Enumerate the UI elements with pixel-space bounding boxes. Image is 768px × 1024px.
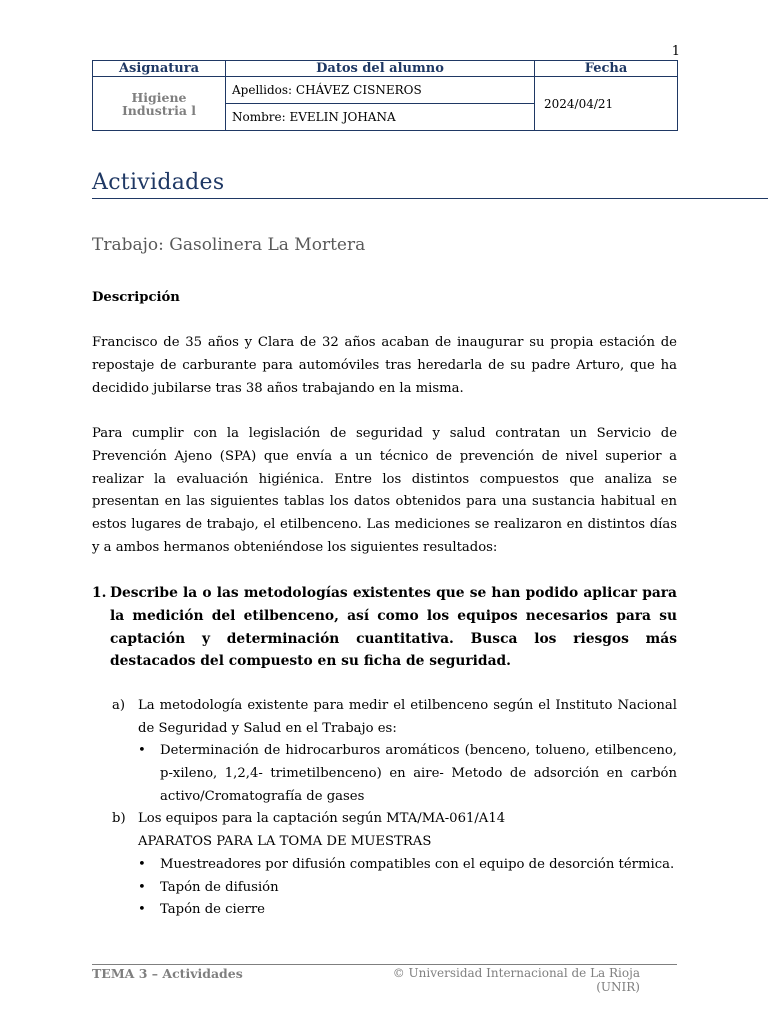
answer-a-bullets (138, 740, 677, 808)
bullet-icon: • (138, 743, 146, 759)
page-number: 1 (671, 44, 680, 59)
question-item (92, 582, 677, 673)
description-heading: Descripción (92, 290, 180, 305)
question-text: Describe la o las metodologías existentes que se han podido aplicar para la medición del etilbenceno, así como los equipos necesarios para su captación y determinación cuantitativa. Busca los riesgos más destacados del compuesto en su ficha de seguridad. (110, 585, 677, 670)
bullet-text: Tapón de cierre (160, 902, 265, 918)
student-name: Nombre: EVELIN JOHANA (226, 104, 535, 131)
paragraph-context: Para cumplir con la legislación de seguridad y salud contratan un Servicio de Prevención Ajeno (SPA) que envía a un técnico de prevención de nivel superior a realizar la evaluación higiénica. Entre los distintos compuestos que analiza se presentan en las siguientes tablas los datos obtenidos para una sustancia habitual en estos lugares de trabajo, el etilbenceno. Las mediciones se realizaron en distintos días y a ambos hermanos obteniéndose los siguientes resultados: (92, 426, 677, 555)
answer-b-letter: b) (112, 811, 126, 827)
date-value: 2024/04/21 (535, 77, 678, 131)
answer-b-bullets (138, 854, 677, 922)
answer-a-letter: a) (112, 697, 126, 713)
answers-list (112, 695, 677, 922)
header-col-subject: Asignatura (93, 61, 226, 77)
bullet-icon: • (138, 856, 146, 872)
header-col-date: Fecha (535, 61, 678, 77)
list-item (138, 854, 677, 877)
list-item (138, 877, 677, 900)
header-col-student: Datos del alumno (226, 61, 535, 77)
answer-b-text: Los equipos para la captación según MTA/MA-061/A14 (138, 811, 506, 827)
list-item (138, 740, 677, 808)
bullet-icon: • (138, 902, 146, 918)
student-surnames: Apellidos: CHÁVEZ CISNEROS (226, 77, 535, 104)
list-item (138, 899, 677, 922)
footer-divider (92, 964, 677, 965)
document-body (92, 287, 677, 922)
answer-b (112, 808, 677, 922)
question-number: 1. (92, 585, 107, 602)
bullet-text: Determinación de hidrocarburos aromáticos (benceno, tolueno, etilbenceno, p-xileno, 1,2,4- trimetilbenceno) en aire- Metodo de adsorción en carbón activo/Cromatografía de gases (160, 743, 677, 804)
title-underline (92, 198, 768, 199)
answer-a-text: La metodología existente para medir el etilbenceno según el Instituto Nacional de Seguridad y Salud en el Trabajo es: (138, 697, 677, 736)
bullet-text: Muestreadores por difusión compatibles con el equipo de desorción térmica. (160, 856, 675, 872)
footer-topic: TEMA 3 – Actividades (92, 966, 243, 981)
answer-a (112, 695, 677, 809)
subject-value: Higiene Industria l (93, 77, 226, 131)
page-title: Actividades (92, 170, 225, 195)
page-subtitle: Trabajo: Gasolinera La Mortera (92, 235, 366, 255)
paragraph-intro: Francisco de 35 años y Clara de 32 años acaban de inaugurar su propia estación de repostaje de carburante para automóviles tras heredarla de su padre Arturo, que ha decidido jubilarse tras 38 años trabajando en la misma. (92, 335, 677, 396)
bullet-text: Tapón de difusión (160, 879, 279, 895)
footer-copyright: © Universidad Internacional de La Rioja (UNIR) (392, 966, 640, 994)
answer-b-subheading: APARATOS PARA LA TOMA DE MUESTRAS (138, 834, 432, 850)
header-table (92, 60, 678, 131)
bullet-icon: • (138, 879, 146, 895)
